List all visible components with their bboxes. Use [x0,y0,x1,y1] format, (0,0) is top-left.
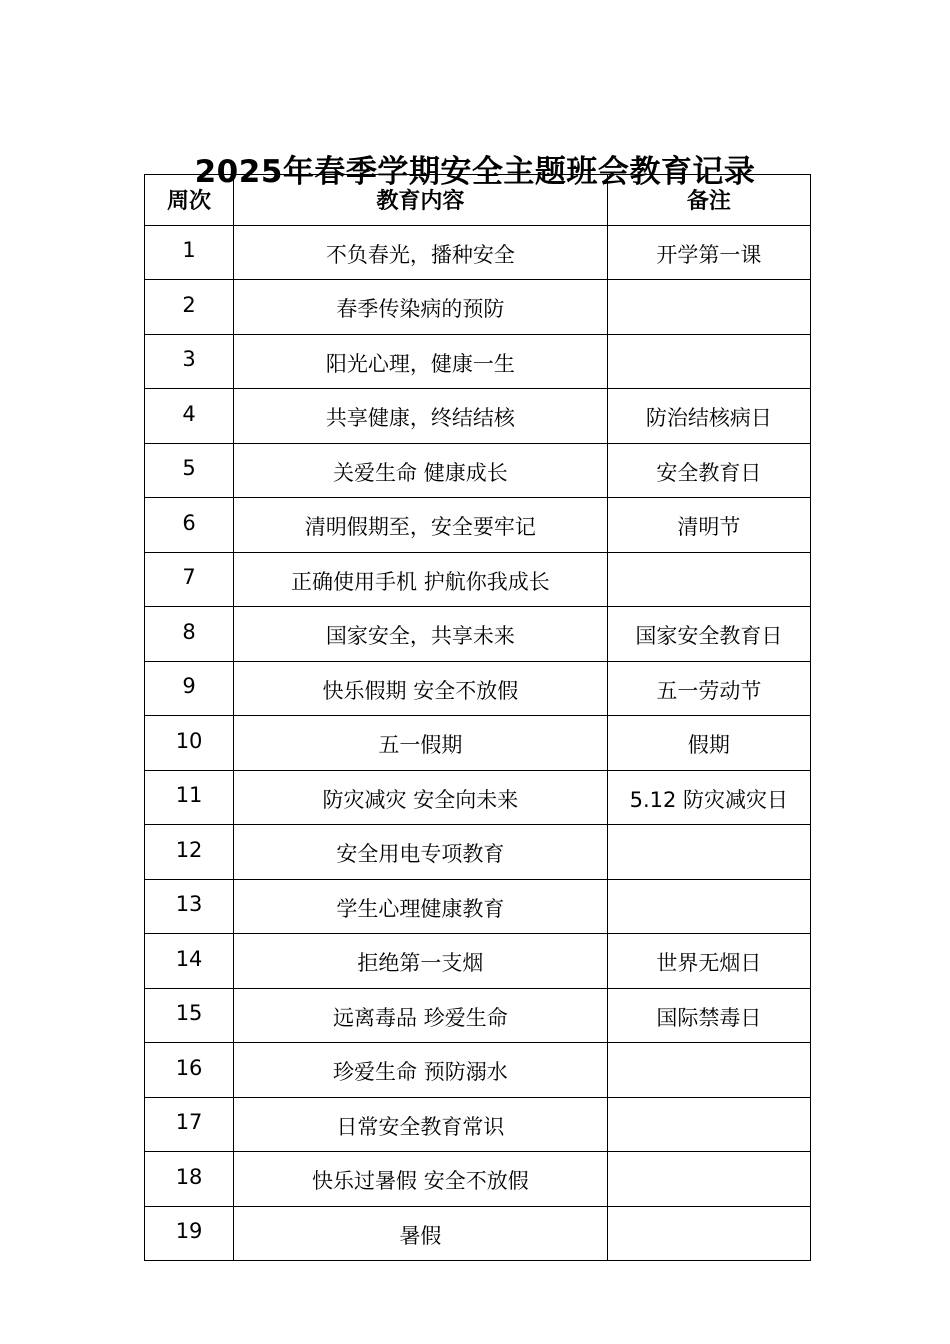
table-row [145,443,811,498]
week-cell: 15 [145,988,234,1043]
table-row [145,552,811,607]
table-row [145,770,811,825]
note-cell: 防治结核病日 [607,389,810,444]
week-cell: 10 [145,716,234,771]
week-cell: 17 [145,1097,234,1152]
note-cell [607,879,810,934]
content-cell: 珍爱生命 预防溺水 [234,1043,608,1098]
content-cell: 国家安全，共享未来 [234,607,608,662]
note-cell [607,1043,810,1098]
week-cell: 13 [145,879,234,934]
note-cell: 世界无烟日 [607,934,810,989]
table-row [145,1043,811,1098]
content-cell: 远离毒品 珍爱生命 [234,988,608,1043]
content-cell: 共享健康，终结结核 [234,389,608,444]
header-week: 周次 [145,175,234,226]
note-cell: 国家安全教育日 [607,607,810,662]
content-cell: 五一假期 [234,716,608,771]
page-title: 2025年春季学期安全主题班会教育记录 [194,153,756,190]
week-cell: 2 [145,280,234,335]
table-row [145,389,811,444]
table-row [145,879,811,934]
week-cell: 18 [145,1152,234,1207]
content-cell: 日常安全教育常识 [234,1097,608,1152]
table-row [145,1206,811,1261]
week-cell: 12 [145,825,234,880]
week-cell: 1 [145,225,234,280]
week-cell: 14 [145,934,234,989]
table-row [145,1097,811,1152]
table-row [145,716,811,771]
week-cell: 8 [145,607,234,662]
content-cell: 正确使用手机 护航你我成长 [234,552,608,607]
table-row [145,988,811,1043]
note-cell [607,334,810,389]
table-row [145,498,811,553]
table-row [145,1152,811,1207]
week-cell: 16 [145,1043,234,1098]
week-cell: 5 [145,443,234,498]
content-cell: 暑假 [234,1206,608,1261]
table-row [145,334,811,389]
table-row [145,225,811,280]
note-cell [607,1206,810,1261]
note-cell [607,1097,810,1152]
note-cell: 国际禁毒日 [607,988,810,1043]
content-cell: 清明假期至，安全要牢记 [234,498,608,553]
table-row [145,661,811,716]
week-cell: 19 [145,1206,234,1261]
note-cell: 五一劳动节 [607,661,810,716]
table-row [145,280,811,335]
week-cell: 4 [145,389,234,444]
note-cell: 安全教育日 [607,443,810,498]
header-content: 教育内容 [234,175,608,226]
note-cell [607,825,810,880]
table-row [145,607,811,662]
content-cell: 关爱生命 健康成长 [234,443,608,498]
week-cell: 6 [145,498,234,553]
note-cell [607,1152,810,1207]
week-cell: 3 [145,334,234,389]
note-cell [607,280,810,335]
content-cell: 春季传染病的预防 [234,280,608,335]
note-cell: 假期 [607,716,810,771]
content-cell: 安全用电专项教育 [234,825,608,880]
content-cell: 阳光心理，健康一生 [234,334,608,389]
header-row [145,175,811,226]
note-cell: 5.12 防灾减灾日 [607,770,810,825]
note-cell: 开学第一课 [607,225,810,280]
content-cell: 拒绝第一支烟 [234,934,608,989]
education-record-table [144,174,811,1261]
table-row [145,825,811,880]
note-cell [607,552,810,607]
note-cell: 清明节 [607,498,810,553]
content-cell: 防灾减灾 安全向未来 [234,770,608,825]
content-cell: 快乐假期 安全不放假 [234,661,608,716]
table-row [145,934,811,989]
content-cell: 快乐过暑假 安全不放假 [234,1152,608,1207]
week-cell: 7 [145,552,234,607]
header-note: 备注 [607,175,810,226]
week-cell: 9 [145,661,234,716]
table-header [145,175,811,226]
content-cell: 不负春光，播种安全 [234,225,608,280]
content-cell: 学生心理健康教育 [234,879,608,934]
week-cell: 11 [145,770,234,825]
table-body [145,225,811,1261]
